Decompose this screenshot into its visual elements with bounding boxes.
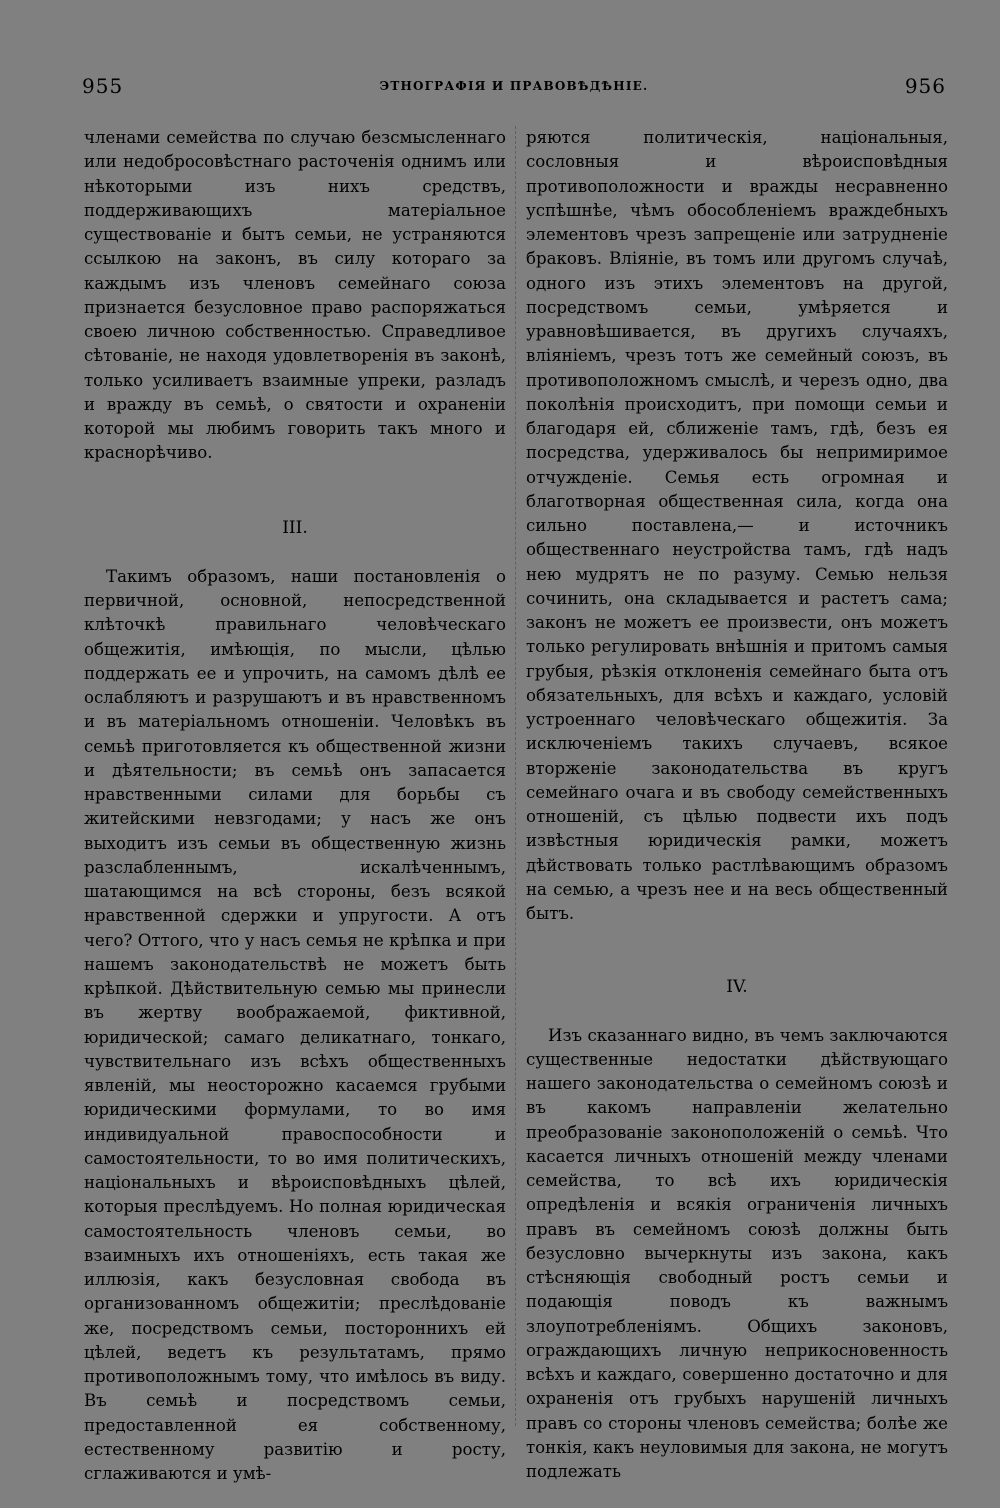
running-title: ЭТНОГРАФІЯ И ПРАВОВѢДѢНІЕ. [379,79,649,93]
right-column [526,126,948,1484]
section-heading-3: III. [282,517,308,538]
left-column [84,126,506,1486]
column-divider [515,126,516,1426]
page-number-right: 956 [904,74,946,98]
page-header [82,74,946,104]
left-paragraph-1: членами семейства по случаю безсмысленнаго или недобросовѣстнаго расточенія однимъ или нѣкоторыми изъ нихъ средствъ, поддерживающихъ матеріальное существованіе и бытъ семьи, не устраняются ссылкою на законъ, въ силу котораго за каждымъ изъ членовъ семейнаго союза признается безусловное право распоряжаться своею личною собственностью. Справедливое сѣтованіе, не находя удовлетворенія въ законѣ, только усиливаетъ взаимные упреки, разладъ и вражду въ семьѣ, о святости и охраненіи которой мы любимъ говорить такъ много и краснорѣчиво. [84,128,506,463]
right-paragraph-1: ряются политическія, національныя, сословныя и вѣроисповѣдныя противоположности и вражды несравненно успѣшнѣе, чѣмъ обособленіемъ враждебныхъ элементовъ чрезъ запрещеніе или затрудненіе браковъ. Вліяніе, въ томъ или другомъ случаѣ, одного изъ этихъ элементовъ на другой, посредствомъ семьи, умѣряется и уравновѣшивается, въ другихъ случаяхъ, вліяніемъ, чрезъ тотъ же семейный союзъ, въ противоположномъ смыслѣ, и черезъ одно, два поколѣнія происходитъ, при помощи семьи и благодаря ей, сближеніе тамъ, гдѣ, безъ ея посредства, удерживалось бы непримиримое отчужденіе. Семья есть огромная и благотворная общественная сила, когда она сильно поставлена,— и источникъ общественнаго неустройства тамъ, гдѣ надъ нею мудрятъ не по разуму. Семью нельзя сочинить, она складывается и растетъ сама; законъ не можетъ ее произвести, онъ можетъ только регулировать внѣшнія и притомъ самыя грубыя, рѣзкія отклоненія семейнаго быта отъ обязательныхъ, для всѣхъ и каждаго, условій устроеннаго человѣческаго общежитія. За исключеніемъ такихъ случаевъ, всякое вторженіе законодательства въ кругъ семейнаго очага и въ свободу семейственныхъ отношеній, съ цѣлью подвести ихъ подъ извѣстныя юридическія рамки, можетъ дѣйствовать только растлѣвающимъ образомъ на семью, а чрезъ нее и на весь общественный бытъ. [526,128,948,923]
section-heading-4: IV. [726,977,748,998]
page-number-left: 955 [82,74,124,98]
right-paragraph-2: Изъ сказаннаго видно, въ чемъ заключаются существенные недостатки дѣйствующаго нашего законодательства о семейномъ союзѣ и въ какомъ направленіи желательно преобразованіе законоположеній о семьѣ. Что касается личныхъ отношеній между членами семейства, то всѣ ихъ юридическія опредѣленія и всякія ограниченія личныхъ правъ въ семейномъ союзѣ должны быть безусловно вычеркнуты изъ закона, какъ стѣсняющія свободный ростъ семьи и подающія поводъ къ важнымъ злоупотребленіямъ. Общихъ законовъ, ограждающихъ личную неприкосновенность всѣхъ и каждаго, совершенно достаточно и для охраненія отъ грубыхъ нарушеній личныхъ правъ со стороны членовъ семейства; болѣе же тонкія, какъ неуловимыя для закона, не могутъ подлежать [526,1025,948,1481]
left-paragraph-2: Такимъ образомъ, наши постановленія о первичной, основной, непосредственной клѣточкѣ правильнаго человѣческаго общежитія, имѣющія, по мысли, цѣлью поддержать ее и упрочить, на самомъ дѣлѣ ее ослабляютъ и разрушаютъ и въ нравственномъ и въ матеріальномъ отношеніи. Человѣкъ въ семьѣ приготовляется къ общественной жизни и дѣятельности; въ семьѣ онъ запасается нравственными силами для борьбы съ житейскими невзгодами; у насъ же онъ выходитъ изъ семьи въ общественную жизнь разслабленнымъ, искалѣченнымъ, шатающимся на всѣ стороны, безъ всякой нравственной сдержки и упругости. А отъ чего? Оттого, что у насъ семья не крѣпка и при нашемъ законодательствѣ не можетъ быть крѣпкой. Дѣйствительную семью мы принесли въ жертву воображаемой, фиктивной, юридической; самаго деликатнаго, тонкаго, чувствительнаго изъ всѣхъ общественныхъ явленій, мы неосторожно касаемся грубыми юридическими формулами, то во имя индивидуальной правоспособности и самостоятельности, то во имя политическихъ, національныхъ и вѣроисповѣдныхъ цѣлей, которыя преслѣдуемъ. Но полная юридическая самостоятельность членовъ семьи, во взаимныхъ ихъ отношеніяхъ, есть такая же иллюзія, какъ безусловная свобода въ организованномъ общежитіи; преслѣдованіе же, посредствомъ семьи, постороннихъ ей цѣлей, ведетъ къ результатамъ, прямо противоположнымъ тому, что имѣлось въ виду. Въ семьѣ и посредствомъ семьи, предоставленной ея собственному, естественному развитію и росту, сглаживаются и умѣ- [84,566,506,1483]
